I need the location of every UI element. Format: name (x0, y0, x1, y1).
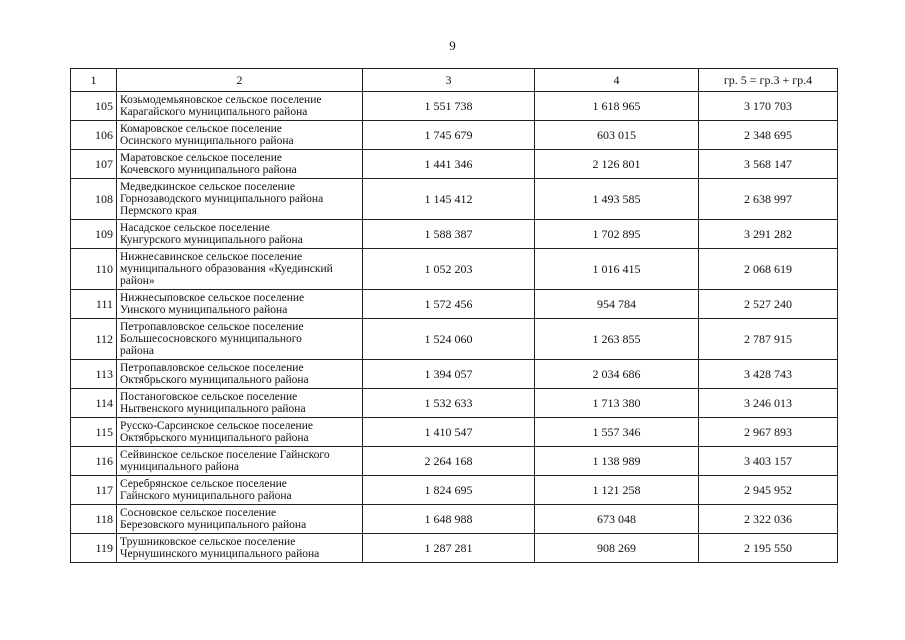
table-row (71, 121, 838, 150)
table-row (71, 505, 838, 534)
settlement-name-line: Большесосновского муниципального (120, 333, 302, 345)
settlement-name (117, 92, 363, 121)
value-col-4: 2 126 801 (535, 150, 699, 179)
settlement-name (117, 319, 363, 360)
table-body (71, 92, 838, 563)
value-col-5: 2 945 952 (699, 476, 838, 505)
table-row (71, 534, 838, 563)
settlement-name-line: муниципального образования «Куединский (120, 263, 333, 275)
page-number: 9 (449, 38, 456, 53)
value-col-3: 1 532 633 (363, 389, 535, 418)
value-col-3: 1 287 281 (363, 534, 535, 563)
row-number: 117 (71, 476, 117, 505)
settlement-name (117, 220, 363, 249)
table-row (71, 389, 838, 418)
settlement-name (117, 249, 363, 290)
settlement-name-line: муниципального района (120, 461, 239, 473)
row-number: 116 (71, 447, 117, 476)
value-col-5: 2 638 997 (699, 179, 838, 220)
table-row (71, 179, 838, 220)
header-col-3: 3 (363, 69, 535, 92)
table-row (71, 418, 838, 447)
row-number: 111 (71, 290, 117, 319)
value-col-4: 673 048 (535, 505, 699, 534)
row-number: 110 (71, 249, 117, 290)
value-col-3: 1 551 738 (363, 92, 535, 121)
settlement-name-line: Нижнесыповское сельское поселение (120, 292, 305, 304)
row-number: 114 (71, 389, 117, 418)
settlement-name-line: Комаровское сельское поселение (120, 123, 282, 135)
row-number: 115 (71, 418, 117, 447)
settlement-name-line: Октябрьского муниципального района (120, 374, 309, 386)
table-row (71, 319, 838, 360)
settlement-name-line: Маратовское сельское поселение (120, 152, 282, 164)
settlement-name-line: Русско-Сарсинское сельское поселение (120, 420, 313, 432)
settlement-name-line: Сейвинское сельское поселение Гайнского (120, 449, 330, 461)
row-number: 108 (71, 179, 117, 220)
value-col-5: 2 068 619 (699, 249, 838, 290)
settlement-name-line: Нытвенского муниципального района (120, 403, 306, 415)
settlement-name-line: Нижнесавинское сельское поселение (120, 251, 303, 263)
value-col-5: 2 322 036 (699, 505, 838, 534)
value-col-5: 3 428 743 (699, 360, 838, 389)
row-number: 113 (71, 360, 117, 389)
row-number: 106 (71, 121, 117, 150)
value-col-3: 1 572 456 (363, 290, 535, 319)
value-col-4: 1 493 585 (535, 179, 699, 220)
value-col-5: 3 403 157 (699, 447, 838, 476)
value-col-4: 1 016 415 (535, 249, 699, 290)
value-col-5: 3 291 282 (699, 220, 838, 249)
settlement-name-line: Насадское сельское поселение (120, 222, 270, 234)
row-number: 112 (71, 319, 117, 360)
value-col-5: 2 195 550 (699, 534, 838, 563)
table-row (71, 290, 838, 319)
settlement-name-line: Козьмодемьяновское сельское поселение (120, 94, 322, 106)
row-number: 119 (71, 534, 117, 563)
settlement-name (117, 389, 363, 418)
table-row (71, 92, 838, 121)
settlement-name-line: Осинского муниципального района (120, 135, 294, 147)
table-row (71, 220, 838, 249)
table-row (71, 447, 838, 476)
value-col-5: 3 170 703 (699, 92, 838, 121)
settlement-name-line: Березовского муниципального района (120, 519, 307, 531)
settlement-name-line: Карагайского муниципального района (120, 106, 308, 118)
settlement-name (117, 534, 363, 563)
row-number: 107 (71, 150, 117, 179)
table-row (71, 150, 838, 179)
value-col-5: 3 568 147 (699, 150, 838, 179)
value-col-3: 1 588 387 (363, 220, 535, 249)
settlement-name-line: Уинского муниципального района (120, 304, 288, 316)
settlement-name (117, 121, 363, 150)
settlement-name-line: Трушниковское сельское поселение (120, 536, 296, 548)
value-col-4: 2 034 686 (535, 360, 699, 389)
value-col-4: 1 121 258 (535, 476, 699, 505)
value-col-5: 2 348 695 (699, 121, 838, 150)
table-row (71, 476, 838, 505)
header-col-4: 4 (535, 69, 699, 92)
value-col-3: 1 824 695 (363, 476, 535, 505)
value-col-3: 1 648 988 (363, 505, 535, 534)
value-col-4: 603 015 (535, 121, 699, 150)
value-col-5: 3 246 013 (699, 389, 838, 418)
header-col-5: гр. 5 = гр.3 + гр.4 (699, 69, 838, 92)
settlement-name-line: Пермского края (120, 205, 197, 217)
table-header-row (71, 69, 838, 92)
value-col-5: 2 787 915 (699, 319, 838, 360)
row-number: 118 (71, 505, 117, 534)
settlement-name-line: Горнозаводского муниципального района (120, 193, 324, 205)
settlement-name-line: Постаноговское сельское поселение (120, 391, 298, 403)
settlement-name (117, 447, 363, 476)
settlement-name-line: Серебрянское сельское поселение (120, 478, 287, 490)
table-row (71, 360, 838, 389)
settlement-name-line: Чернушинского муниципального района (120, 548, 320, 560)
settlement-name-line: Сосновское сельское поселение (120, 507, 277, 519)
settlement-name-line: Петропавловское сельское поселение (120, 362, 304, 374)
value-col-3: 2 264 168 (363, 447, 535, 476)
settlement-name (117, 150, 363, 179)
header-col-2: 2 (117, 69, 363, 92)
value-col-4: 1 557 346 (535, 418, 699, 447)
value-col-5: 2 967 893 (699, 418, 838, 447)
settlement-name-line: Кунгурского муниципального района (120, 234, 303, 246)
value-col-4: 1 138 989 (535, 447, 699, 476)
header-col-1: 1 (71, 69, 117, 92)
settlement-name (117, 179, 363, 220)
value-col-4: 1 263 855 (535, 319, 699, 360)
value-col-3: 1 394 057 (363, 360, 535, 389)
settlement-name (117, 360, 363, 389)
value-col-5: 2 527 240 (699, 290, 838, 319)
row-number: 109 (71, 220, 117, 249)
settlement-name-line: Гайнского муниципального района (120, 490, 292, 502)
value-col-4: 1 702 895 (535, 220, 699, 249)
settlement-name-line: района (120, 345, 155, 357)
settlements-table (70, 68, 838, 563)
settlement-name-line: Медведкинское сельское поселение (120, 181, 296, 193)
value-col-4: 954 784 (535, 290, 699, 319)
value-col-3: 1 524 060 (363, 319, 535, 360)
settlement-name-line: Кочевского муниципального района (120, 164, 297, 176)
value-col-3: 1 410 547 (363, 418, 535, 447)
value-col-3: 1 745 679 (363, 121, 535, 150)
value-col-4: 1 618 965 (535, 92, 699, 121)
table-row (71, 249, 838, 290)
value-col-3: 1 145 412 (363, 179, 535, 220)
settlement-name (117, 476, 363, 505)
settlement-name-line: район» (120, 275, 155, 287)
value-col-4: 1 713 380 (535, 389, 699, 418)
value-col-3: 1 052 203 (363, 249, 535, 290)
settlement-name (117, 290, 363, 319)
settlement-name (117, 505, 363, 534)
value-col-4: 908 269 (535, 534, 699, 563)
value-col-3: 1 441 346 (363, 150, 535, 179)
settlement-name-line: Петропавловское сельское поселение (120, 321, 304, 333)
settlement-name (117, 418, 363, 447)
settlement-name-line: Октябрьского муниципального района (120, 432, 309, 444)
row-number: 105 (71, 92, 117, 121)
